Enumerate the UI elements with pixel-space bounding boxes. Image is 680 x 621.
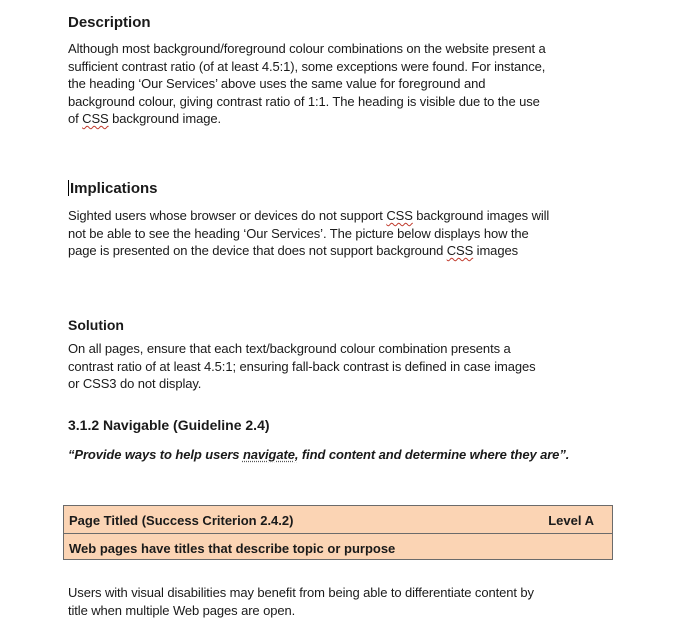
implications-paragraph: [68, 207, 618, 260]
navigable-heading: 3.1.2 Navigable (Guideline 2.4): [68, 417, 270, 433]
implications-heading: Implications: [70, 180, 158, 197]
text-cursor-icon: [68, 180, 69, 196]
criterion-statement-row: [69, 535, 594, 561]
closing-line: Users with visual disabilities may benefit from being able to differentiate content by: [68, 585, 534, 600]
description-line: the heading ‘Our Services’ above uses the same value for foreground and: [68, 76, 486, 91]
solution-line: contrast ratio of at least 4.5:1; ensuring fall-back contrast is defined in case images: [68, 358, 536, 374]
solution-heading: Solution: [68, 317, 124, 333]
implications-line: not be able to see the heading ‘Our Services’. The picture below displays how the: [68, 225, 529, 241]
table-divider: [64, 533, 612, 534]
closing-line: title when multiple Web pages are open.: [68, 602, 296, 618]
criterion-statement: Web pages have titles that describe topic or purpose: [69, 540, 396, 556]
criterion-title-row: [69, 507, 594, 533]
spellcheck-word: navigate,: [242, 447, 299, 462]
description-heading: Description: [68, 14, 151, 31]
spellcheck-word: CSS: [386, 208, 413, 223]
criterion-title: Page Titled (Success Criterion 2.4.2): [69, 512, 294, 528]
description-line: sufficient contrast ratio (of at least 4.5:1), some exceptions were found. For instance,: [68, 58, 546, 74]
description-paragraph: [68, 40, 618, 128]
solution-paragraph: [68, 340, 618, 393]
description-line: Although most background/foreground colour combinations on the website present a: [68, 41, 546, 56]
closing-paragraph: [68, 584, 618, 619]
success-criterion-table: [63, 505, 613, 560]
description-line: background colour, giving contrast ratio of 1:1. The heading is visible due to the use: [68, 93, 540, 109]
criterion-level: Level A: [548, 512, 594, 528]
implications-line: page is presented on the device that does not support background CSS images: [68, 243, 518, 258]
solution-line: On all pages, ensure that each text/background colour combination presents a: [68, 341, 511, 356]
guideline-quote: “Provide ways to help users navigate, find content and determine where they are”.: [68, 447, 570, 462]
spellcheck-word: CSS: [446, 243, 474, 258]
implications-line: Sighted users whose browser or devices do not support CSS background images will: [68, 208, 550, 223]
description-line: of CSS background image.: [68, 111, 221, 126]
spellcheck-word: CSS: [82, 111, 109, 126]
solution-line: or CSS3 do not display.: [68, 376, 202, 391]
